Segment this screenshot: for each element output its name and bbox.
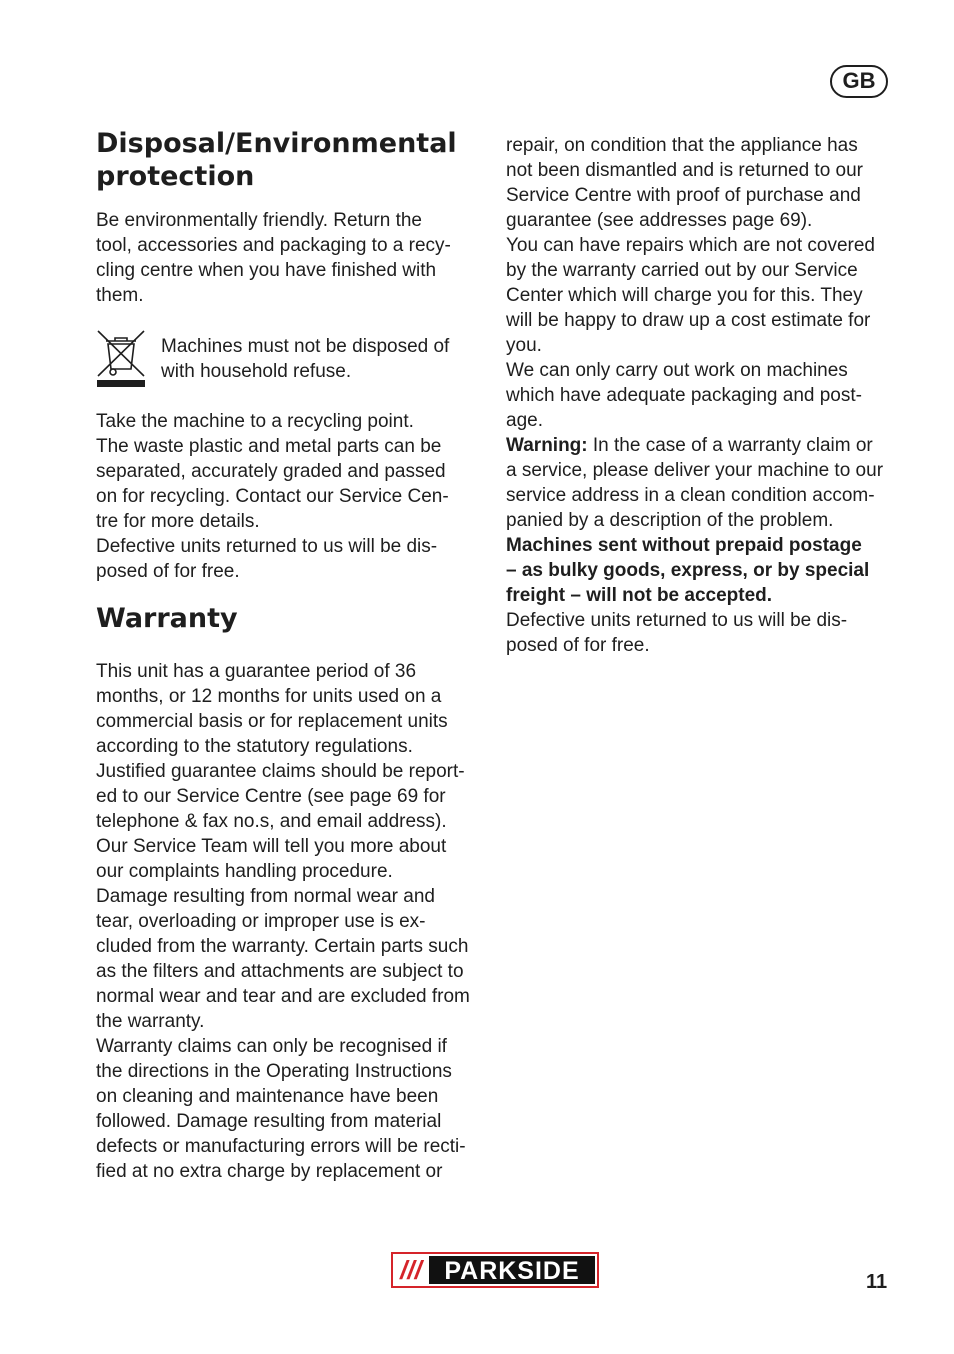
page-number: 11 xyxy=(866,1271,888,1293)
text-line: normal wear and tear and are excluded from xyxy=(96,986,470,1007)
crossed-out-wheelie-bin-icon xyxy=(96,329,146,389)
bold-notice-line: – as bulky goods, express, or by special xyxy=(506,560,870,581)
text-line: tool, accessories and packaging to a recy- xyxy=(96,235,451,256)
text-line: our complaints handling procedure. xyxy=(96,861,393,882)
warranty-heading: Warranty xyxy=(96,603,238,634)
bold-notice-line: Machines sent without prepaid postage xyxy=(506,535,862,556)
text-line: will be happy to draw up a cost estimate for xyxy=(506,310,871,331)
text-line: followed. Damage resulting from material xyxy=(96,1111,442,1132)
disposal-heading-line: protection xyxy=(96,161,255,192)
text-line: not been dismantled and is returned to our xyxy=(506,160,864,181)
text-line: Be environmentally friendly. Return the xyxy=(96,210,422,231)
text-line: Damage resulting from normal wear and xyxy=(96,886,435,907)
text-line: months, or 12 months for units used on a xyxy=(96,686,442,707)
text-line: a service, please deliver your machine to our xyxy=(506,460,884,481)
text-line: panied by a description of the problem. xyxy=(506,510,834,531)
text-line: posed of for free. xyxy=(506,635,650,656)
text-line: Warranty claims can only be recognised if xyxy=(96,1036,447,1057)
text-line: guarantee (see addresses page 69). xyxy=(506,210,813,231)
text-line: Take the machine to a recycling point. xyxy=(96,411,414,432)
text-line: repair, on condition that the appliance has xyxy=(506,135,858,156)
environment-paragraph xyxy=(96,208,451,308)
text-line: as the filters and attachments are subject to xyxy=(96,961,464,982)
text-line: We can only carry out work on machines xyxy=(506,360,848,381)
text-line: The waste plastic and metal parts can be xyxy=(96,436,442,457)
disposal-notice xyxy=(96,329,484,389)
text-line: the warranty. xyxy=(96,1011,205,1032)
warranty-paragraph xyxy=(96,659,470,1184)
text-line: age. xyxy=(506,410,543,431)
text-line: the directions in the Operating Instructions xyxy=(96,1061,452,1082)
text-line: you. xyxy=(506,335,542,356)
text-line: by the warranty carried out by our Service xyxy=(506,260,858,281)
text-line: Our Service Team will tell you more about xyxy=(96,836,447,857)
bold-notice-line: freight – will not be accepted. xyxy=(506,585,773,606)
logo-slashes: /// xyxy=(400,1255,422,1285)
text-line: cluded from the warranty. Certain parts such xyxy=(96,936,469,957)
logo-text: PARKSIDE xyxy=(444,1257,580,1285)
text-line: according to the statutory regulations. xyxy=(96,736,413,757)
text-line: Center which will charge you for this. They xyxy=(506,285,863,306)
text-line: defects or manufacturing errors will be recti- xyxy=(96,1136,466,1157)
parkside-logo xyxy=(391,1252,599,1288)
text-line: separated, accurately graded and passed xyxy=(96,461,446,482)
warranty-continued-paragraph xyxy=(506,133,883,658)
text-line: ed to our Service Centre (see page 69 for xyxy=(96,786,446,807)
disposal-heading xyxy=(96,127,457,193)
text-line: posed of for free. xyxy=(96,561,240,582)
warning-text: In the case of a warranty claim or xyxy=(587,435,873,456)
text-line: tre for more details. xyxy=(96,511,260,532)
recycling-paragraph xyxy=(96,409,449,584)
text-line: Machines must not be disposed of xyxy=(161,336,450,357)
disposal-heading-line: Disposal/Environmental xyxy=(96,128,457,159)
text-line: commercial basis or for replacement units xyxy=(96,711,448,732)
language-badge: GB xyxy=(830,65,888,98)
text-line: service address in a clean condition accom- xyxy=(506,485,875,506)
warning-label: Warning: xyxy=(506,435,588,456)
text-line: them. xyxy=(96,285,144,306)
text-line: with household refuse. xyxy=(161,361,352,382)
text-line: telephone & fax no.s, and email address). xyxy=(96,811,447,832)
text-line: Justified guarantee claims should be report- xyxy=(96,761,465,782)
text-line: You can have repairs which are not covered xyxy=(506,235,875,256)
warning-line xyxy=(506,433,883,458)
text-line: tear, overloading or improper use is ex- xyxy=(96,911,426,932)
text-line: on cleaning and maintenance have been xyxy=(96,1086,439,1107)
text-line: fied at no extra charge by replacement or xyxy=(96,1161,443,1182)
text-line: cling centre when you have finished with xyxy=(96,260,437,281)
text-line: Defective units returned to us will be dis- xyxy=(506,610,848,631)
text-line: Defective units returned to us will be dis- xyxy=(96,536,438,557)
bin-note xyxy=(161,334,449,384)
text-line: Service Centre with proof of purchase and xyxy=(506,185,861,206)
text-line: which have adequate packaging and post- xyxy=(506,385,862,406)
text-line: This unit has a guarantee period of 36 xyxy=(96,661,417,682)
text-line: on for recycling. Contact our Service Cen- xyxy=(96,486,449,507)
